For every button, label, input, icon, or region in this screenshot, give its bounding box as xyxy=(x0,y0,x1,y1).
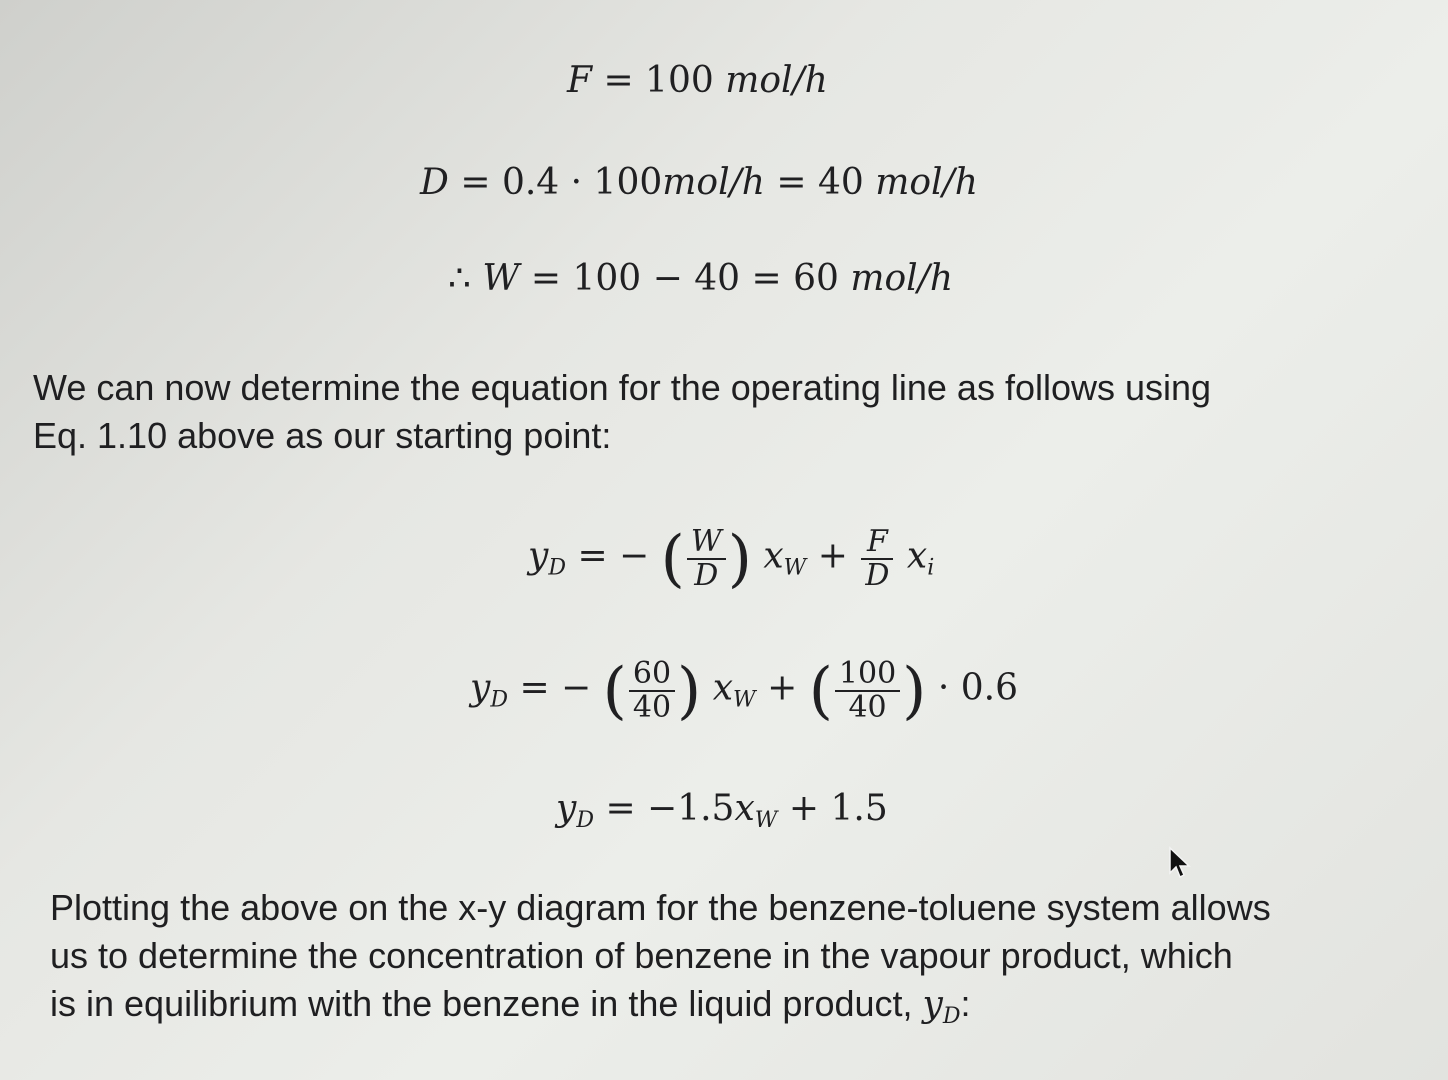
mouse-pointer-icon xyxy=(1166,845,1196,881)
fraction-60-over-40: $\frac{60}{40}$ xyxy=(629,658,675,723)
intercept-value: 1.5 xyxy=(830,788,888,829)
paragraph-plotting-line3: is in equilibrium with the benzene in the liquid product, $y_D$: xyxy=(50,983,971,1029)
equation-general: $y_D$ = − ( $\frac{W}{D}$ ) $x_W$ + $\frac{F}{D}$ $x_i$ xyxy=(528,521,935,595)
equation-substituted: $y_D$ = − ( $\frac{60}{40}$ ) $x_W$ + ( $\frac{100}{40}$ ) · 0.6 xyxy=(470,653,1018,727)
fraction-100-over-40: $\frac{100}{40}$ xyxy=(835,658,900,723)
feed-value: 100 xyxy=(645,60,714,101)
residue-unit: mol/h xyxy=(850,258,953,299)
residue-value: 60 xyxy=(793,258,839,299)
paragraph-plotting-line1: Plotting the above on the x-y diagram for the benzene-toluene system allows xyxy=(50,887,1271,928)
xi-value: 0.6 xyxy=(960,667,1018,709)
fraction-f-over-d: $\frac{F}{D}$ xyxy=(861,526,893,591)
equation-result: $y_D = -1.5x_W + 1.5$ xyxy=(556,788,888,833)
distillate-symbol: D xyxy=(420,162,449,203)
feed-unit: mol/h xyxy=(725,60,828,101)
distillate-feed-unit: mol/h xyxy=(662,162,765,203)
xi-symbol: x xyxy=(906,535,928,577)
therefore-symbol: ∴ xyxy=(448,258,471,299)
paragraph-intro-line1: We can now determine the equation for the operating line as follows using xyxy=(33,367,1212,408)
residue-a: 100 xyxy=(572,258,642,299)
distillate-feed: 100 xyxy=(593,162,663,203)
yd-symbol: y xyxy=(528,535,549,577)
residue-b: 40 xyxy=(694,258,741,299)
fraction-w-over-d: $\frac{W}{D}$ xyxy=(687,526,726,591)
equation-distillate: D = 0.4 · 100mol/h = 40 mol/h xyxy=(420,162,978,203)
feed-symbol: F xyxy=(567,60,592,101)
paragraph-intro xyxy=(33,364,1211,460)
residue-symbol: W xyxy=(482,258,520,299)
equation-residue: ∴ W = 100 − 40 = 60 mol/h xyxy=(448,258,953,299)
paragraph-intro-line2: Eq. 1.10 above as our starting point: xyxy=(33,415,612,456)
xw-symbol: x xyxy=(763,535,784,577)
slope-value: −1.5 xyxy=(647,788,735,829)
yd-inline-symbol: y xyxy=(922,984,943,1025)
paragraph-plotting-line2: us to determine the concentration of benzene in the vapour product, which xyxy=(50,935,1233,976)
distillate-fraction: 0.4 xyxy=(501,162,560,203)
yd-subscript: D xyxy=(548,555,566,581)
equation-feed: F = 100 mol/h xyxy=(567,60,828,101)
distillate-unit: mol/h xyxy=(875,162,978,203)
paragraph-plotting xyxy=(50,884,1271,1041)
distillate-value: 40 xyxy=(817,162,864,203)
